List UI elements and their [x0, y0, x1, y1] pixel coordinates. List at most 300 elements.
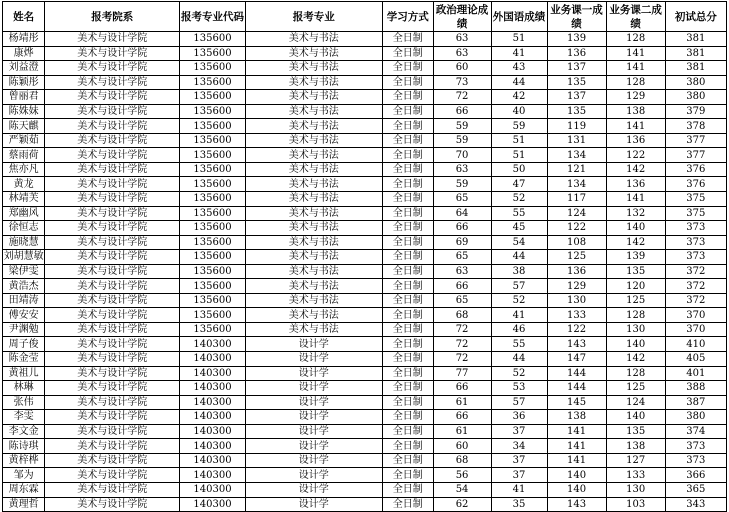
cell-name: 严颖茹 — [3, 133, 45, 148]
cell-course1-score: 108 — [547, 235, 606, 250]
cell-course2-score: 103 — [606, 497, 665, 512]
table-row — [3, 192, 727, 207]
cell-department: 美术与设计学院 — [45, 148, 180, 163]
cell-course2-score: 128 — [606, 32, 665, 47]
cell-total-score: 378 — [665, 119, 726, 134]
cell-foreign-language-score: 57 — [491, 395, 547, 410]
cell-study-mode: 全日制 — [382, 235, 433, 250]
cell-foreign-language-score: 51 — [491, 148, 547, 163]
table-row — [3, 279, 727, 294]
cell-major: 美术与书法 — [245, 61, 382, 76]
cell-total-score: 373 — [665, 453, 726, 468]
cell-department: 美术与设计学院 — [45, 453, 180, 468]
cell-foreign-language-score: 37 — [491, 424, 547, 439]
cell-name: 黄梓桦 — [3, 453, 45, 468]
cell-study-mode: 全日制 — [382, 381, 433, 396]
cell-foreign-language-score: 53 — [491, 381, 547, 396]
cell-politics-score: 61 — [433, 395, 491, 410]
cell-department: 美术与设计学院 — [45, 206, 180, 221]
cell-major: 美术与书法 — [245, 75, 382, 90]
cell-total-score: 379 — [665, 104, 726, 119]
cell-course1-score: 124 — [547, 206, 606, 221]
cell-name: 邹为 — [3, 468, 45, 483]
cell-major: 设计学 — [245, 482, 382, 497]
cell-department: 美术与设计学院 — [45, 279, 180, 294]
column-header-major-code: 报考专业代码 — [180, 2, 245, 32]
cell-total-score: 376 — [665, 162, 726, 177]
cell-course2-score: 128 — [606, 75, 665, 90]
cell-name: 黄龙 — [3, 177, 45, 192]
cell-course2-score: 140 — [606, 221, 665, 236]
cell-course2-score: 127 — [606, 453, 665, 468]
cell-name: 刘益澄 — [3, 61, 45, 76]
cell-major-code: 135600 — [180, 162, 245, 177]
cell-foreign-language-score: 52 — [491, 293, 547, 308]
cell-course2-score: 124 — [606, 395, 665, 410]
cell-course2-score: 125 — [606, 293, 665, 308]
cell-study-mode: 全日制 — [382, 206, 433, 221]
cell-foreign-language-score: 52 — [491, 192, 547, 207]
cell-name: 郑幽风 — [3, 206, 45, 221]
cell-major-code: 140300 — [180, 439, 245, 454]
table-row — [3, 119, 727, 134]
table-row — [3, 395, 727, 410]
cell-major-code: 140300 — [180, 497, 245, 512]
table-row — [3, 90, 727, 105]
cell-major-code: 140300 — [180, 453, 245, 468]
cell-major-code: 135600 — [180, 119, 245, 134]
cell-major-code: 140300 — [180, 482, 245, 497]
cell-major: 美术与书法 — [245, 221, 382, 236]
cell-major-code: 135600 — [180, 206, 245, 221]
cell-major: 设计学 — [245, 453, 382, 468]
cell-major-code: 135600 — [180, 264, 245, 279]
cell-politics-score: 54 — [433, 482, 491, 497]
cell-foreign-language-score: 37 — [491, 453, 547, 468]
cell-course1-score: 138 — [547, 410, 606, 425]
cell-major-code: 135600 — [180, 148, 245, 163]
table-row — [3, 148, 727, 163]
cell-study-mode: 全日制 — [382, 468, 433, 483]
cell-major-code: 135600 — [180, 308, 245, 323]
cell-total-score: 377 — [665, 133, 726, 148]
cell-total-score: 372 — [665, 293, 726, 308]
cell-foreign-language-score: 44 — [491, 75, 547, 90]
cell-course1-score: 141 — [547, 453, 606, 468]
cell-study-mode: 全日制 — [382, 148, 433, 163]
cell-name: 周东霖 — [3, 482, 45, 497]
cell-course1-score: 137 — [547, 61, 606, 76]
table-row — [3, 32, 727, 47]
cell-department: 美术与设计学院 — [45, 46, 180, 61]
cell-study-mode: 全日制 — [382, 46, 433, 61]
cell-course1-score: 135 — [547, 75, 606, 90]
cell-foreign-language-score: 44 — [491, 352, 547, 367]
cell-total-score: 381 — [665, 61, 726, 76]
cell-course1-score: 134 — [547, 177, 606, 192]
cell-name: 蔡雨荷 — [3, 148, 45, 163]
cell-foreign-language-score: 51 — [491, 133, 547, 148]
cell-course1-score: 134 — [547, 148, 606, 163]
cell-study-mode: 全日制 — [382, 32, 433, 47]
cell-politics-score: 68 — [433, 308, 491, 323]
cell-politics-score: 65 — [433, 293, 491, 308]
cell-name: 黄祖儿 — [3, 366, 45, 381]
cell-foreign-language-score: 51 — [491, 32, 547, 47]
cell-foreign-language-score: 46 — [491, 322, 547, 337]
table-row — [3, 61, 727, 76]
cell-total-score: 375 — [665, 192, 726, 207]
cell-major: 美术与书法 — [245, 162, 382, 177]
cell-department: 美术与设计学院 — [45, 119, 180, 134]
cell-politics-score: 66 — [433, 104, 491, 119]
cell-department: 美术与设计学院 — [45, 497, 180, 512]
cell-politics-score: 66 — [433, 381, 491, 396]
column-header-department: 报考院系 — [45, 2, 180, 32]
cell-name: 陈诗琪 — [3, 439, 45, 454]
cell-course2-score: 128 — [606, 366, 665, 381]
cell-course2-score: 138 — [606, 439, 665, 454]
cell-name: 林琳 — [3, 381, 45, 396]
cell-major-code: 135600 — [180, 104, 245, 119]
cell-study-mode: 全日制 — [382, 75, 433, 90]
cell-politics-score: 59 — [433, 177, 491, 192]
column-header-politics-score: 政治理论成绩 — [433, 2, 491, 32]
cell-name: 徐恒志 — [3, 221, 45, 236]
cell-total-score: 365 — [665, 482, 726, 497]
cell-name: 张伟 — [3, 395, 45, 410]
cell-total-score: 381 — [665, 32, 726, 47]
cell-course2-score: 139 — [606, 250, 665, 265]
cell-politics-score: 69 — [433, 235, 491, 250]
cell-department: 美术与设计学院 — [45, 482, 180, 497]
cell-study-mode: 全日制 — [382, 424, 433, 439]
cell-study-mode: 全日制 — [382, 192, 433, 207]
cell-major-code: 135600 — [180, 293, 245, 308]
cell-major: 美术与书法 — [245, 90, 382, 105]
cell-foreign-language-score: 40 — [491, 104, 547, 119]
cell-total-score: 376 — [665, 177, 726, 192]
cell-foreign-language-score: 37 — [491, 468, 547, 483]
cell-name: 曾丽君 — [3, 90, 45, 105]
cell-study-mode: 全日制 — [382, 61, 433, 76]
cell-course2-score: 141 — [606, 119, 665, 134]
cell-department: 美术与设计学院 — [45, 337, 180, 352]
cell-course1-score: 117 — [547, 192, 606, 207]
cell-study-mode: 全日制 — [382, 133, 433, 148]
cell-major-code: 135600 — [180, 177, 245, 192]
cell-politics-score: 65 — [433, 250, 491, 265]
cell-major-code: 140300 — [180, 410, 245, 425]
cell-foreign-language-score: 55 — [491, 206, 547, 221]
cell-course2-score: 133 — [606, 468, 665, 483]
cell-politics-score: 65 — [433, 192, 491, 207]
cell-course2-score: 140 — [606, 410, 665, 425]
table-row — [3, 424, 727, 439]
cell-department: 美术与设计学院 — [45, 177, 180, 192]
cell-politics-score: 66 — [433, 279, 491, 294]
cell-major: 设计学 — [245, 381, 382, 396]
cell-name: 刘胡慧敏 — [3, 251, 44, 263]
cell-course1-score: 144 — [547, 381, 606, 396]
cell-course1-score: 130 — [547, 293, 606, 308]
cell-politics-score: 70 — [433, 148, 491, 163]
cell-total-score: 373 — [665, 235, 726, 250]
table-row — [3, 177, 727, 192]
cell-name: 周子俊 — [3, 337, 45, 352]
cell-major: 设计学 — [245, 337, 382, 352]
cell-politics-score: 63 — [433, 162, 491, 177]
cell-major-code: 135600 — [180, 279, 245, 294]
cell-name: 林靖芙 — [3, 192, 45, 207]
cell-course2-score: 128 — [606, 308, 665, 323]
cell-major: 美术与书法 — [245, 293, 382, 308]
cell-total-score: 410 — [665, 337, 726, 352]
cell-study-mode: 全日制 — [382, 90, 433, 105]
cell-total-score: 370 — [665, 308, 726, 323]
cell-foreign-language-score: 34 — [491, 439, 547, 454]
cell-major: 设计学 — [245, 410, 382, 425]
cell-foreign-language-score: 44 — [491, 250, 547, 265]
cell-major: 美术与书法 — [245, 46, 382, 61]
cell-department: 美术与设计学院 — [45, 264, 180, 279]
table-row — [3, 497, 727, 512]
table-row — [3, 221, 727, 236]
cell-major-code: 140300 — [180, 395, 245, 410]
cell-politics-score: 56 — [433, 468, 491, 483]
cell-major: 设计学 — [245, 497, 382, 512]
cell-total-score: 401 — [665, 366, 726, 381]
cell-course2-score: 130 — [606, 482, 665, 497]
cell-foreign-language-score: 41 — [491, 46, 547, 61]
column-header-course2-score: 业务课二成绩 — [606, 2, 665, 32]
cell-total-score: 373 — [665, 439, 726, 454]
cell-department: 美术与设计学院 — [45, 352, 180, 367]
cell-politics-score: 63 — [433, 264, 491, 279]
cell-total-score: 377 — [665, 148, 726, 163]
cell-course1-score: 133 — [547, 308, 606, 323]
cell-total-score: 380 — [665, 410, 726, 425]
cell-course2-score: 142 — [606, 235, 665, 250]
cell-course1-score: 144 — [547, 366, 606, 381]
cell-politics-score: 77 — [433, 366, 491, 381]
table-body — [3, 32, 727, 512]
cell-course2-score: 135 — [606, 264, 665, 279]
cell-total-score: 405 — [665, 352, 726, 367]
cell-name: 杨靖彤 — [3, 32, 45, 47]
cell-course1-score: 136 — [547, 264, 606, 279]
cell-politics-score: 60 — [433, 61, 491, 76]
cell-politics-score: 72 — [433, 90, 491, 105]
table-row — [3, 410, 727, 425]
cell-department: 美术与设计学院 — [45, 104, 180, 119]
cell-name: 田靖涛 — [3, 293, 45, 308]
cell-total-score: 388 — [665, 381, 726, 396]
cell-department: 美术与设计学院 — [45, 439, 180, 454]
cell-major-code: 135600 — [180, 46, 245, 61]
cell-department: 美术与设计学院 — [45, 32, 180, 47]
cell-department: 美术与设计学院 — [45, 133, 180, 148]
cell-course2-score: 120 — [606, 279, 665, 294]
cell-study-mode: 全日制 — [382, 497, 433, 512]
cell-course2-score: 135 — [606, 424, 665, 439]
cell-study-mode: 全日制 — [382, 439, 433, 454]
table-row — [3, 75, 727, 90]
cell-name: 黄浩杰 — [3, 279, 45, 294]
cell-study-mode: 全日制 — [382, 264, 433, 279]
cell-course2-score: 129 — [606, 90, 665, 105]
cell-politics-score: 72 — [433, 337, 491, 352]
cell-total-score: 381 — [665, 46, 726, 61]
cell-department: 美术与设计学院 — [45, 322, 180, 337]
cell-department: 美术与设计学院 — [45, 221, 180, 236]
cell-total-score: 370 — [665, 322, 726, 337]
cell-department: 美术与设计学院 — [45, 90, 180, 105]
cell-major-code: 140300 — [180, 424, 245, 439]
cell-course1-score: 139 — [547, 32, 606, 47]
cell-course1-score: 140 — [547, 482, 606, 497]
table-row — [3, 352, 727, 367]
cell-study-mode: 全日制 — [382, 410, 433, 425]
cell-course1-score: 122 — [547, 322, 606, 337]
cell-major: 美术与书法 — [245, 264, 382, 279]
cell-name: 傅安安 — [3, 308, 45, 323]
table-row — [3, 453, 727, 468]
cell-name: 陈金莹 — [3, 352, 45, 367]
cell-major-code: 135600 — [180, 192, 245, 207]
cell-course2-score: 142 — [606, 352, 665, 367]
table-row — [3, 439, 727, 454]
table-row — [3, 162, 727, 177]
table-header-row — [3, 2, 727, 32]
cell-department: 美术与设计学院 — [45, 366, 180, 381]
cell-politics-score: 59 — [433, 133, 491, 148]
cell-course2-score: 136 — [606, 177, 665, 192]
cell-major-code: 140300 — [180, 352, 245, 367]
cell-course2-score: 141 — [606, 61, 665, 76]
cell-foreign-language-score: 47 — [491, 177, 547, 192]
cell-foreign-language-score: 45 — [491, 221, 547, 236]
cell-major: 美术与书法 — [245, 192, 382, 207]
cell-major-code: 135600 — [180, 61, 245, 76]
cell-major: 美术与书法 — [245, 119, 382, 134]
cell-course1-score: 147 — [547, 352, 606, 367]
cell-name: 焦亦凡 — [3, 162, 45, 177]
cell-course2-score: 125 — [606, 381, 665, 396]
table-row — [3, 206, 727, 221]
cell-major-code: 140300 — [180, 381, 245, 396]
column-header-major: 报考专业 — [245, 2, 382, 32]
table-row — [3, 482, 727, 497]
cell-department: 美术与设计学院 — [45, 61, 180, 76]
cell-course1-score: 141 — [547, 424, 606, 439]
table-row — [3, 235, 727, 250]
table-row — [3, 308, 727, 323]
cell-politics-score: 73 — [433, 75, 491, 90]
table-row — [3, 250, 727, 265]
cell-total-score: 387 — [665, 395, 726, 410]
cell-major: 美术与书法 — [245, 133, 382, 148]
cell-major: 美术与书法 — [245, 322, 382, 337]
cell-course1-score: 135 — [547, 104, 606, 119]
cell-politics-score: 66 — [433, 410, 491, 425]
cell-total-score: 343 — [665, 497, 726, 512]
cell-major: 设计学 — [245, 439, 382, 454]
cell-department: 美术与设计学院 — [45, 308, 180, 323]
cell-foreign-language-score: 59 — [491, 119, 547, 134]
table-row — [3, 322, 727, 337]
cell-course1-score: 145 — [547, 395, 606, 410]
table-row — [3, 337, 727, 352]
cell-course1-score: 122 — [547, 221, 606, 236]
cell-major: 设计学 — [245, 366, 382, 381]
cell-foreign-language-score: 55 — [491, 337, 547, 352]
cell-department: 美术与设计学院 — [45, 395, 180, 410]
cell-study-mode: 全日制 — [382, 308, 433, 323]
cell-department: 美术与设计学院 — [45, 162, 180, 177]
cell-foreign-language-score: 42 — [491, 90, 547, 105]
cell-politics-score: 60 — [433, 439, 491, 454]
table-row — [3, 264, 727, 279]
cell-course1-score: 129 — [547, 279, 606, 294]
cell-course2-score: 132 — [606, 206, 665, 221]
cell-course1-score: 125 — [547, 250, 606, 265]
cell-foreign-language-score: 35 — [491, 497, 547, 512]
table-row — [3, 133, 727, 148]
cell-politics-score: 63 — [433, 46, 491, 61]
cell-politics-score: 61 — [433, 424, 491, 439]
cell-total-score: 375 — [665, 206, 726, 221]
cell-major-code: 135600 — [180, 133, 245, 148]
cell-department: 美术与设计学院 — [45, 293, 180, 308]
table-row — [3, 381, 727, 396]
cell-name: 李文金 — [3, 424, 45, 439]
cell-course2-score: 140 — [606, 337, 665, 352]
cell-course2-score: 136 — [606, 133, 665, 148]
cell-department: 美术与设计学院 — [45, 381, 180, 396]
cell-course2-score: 138 — [606, 104, 665, 119]
column-header-course1-score: 业务课一成绩 — [547, 2, 606, 32]
cell-politics-score: 64 — [433, 206, 491, 221]
table-row — [3, 468, 727, 483]
cell-name: 康烨 — [3, 46, 45, 61]
cell-major: 设计学 — [245, 468, 382, 483]
cell-department: 美术与设计学院 — [45, 250, 180, 265]
cell-study-mode: 全日制 — [382, 104, 433, 119]
cell-department: 美术与设计学院 — [45, 75, 180, 90]
cell-course2-score: 141 — [606, 46, 665, 61]
cell-politics-score: 62 — [433, 497, 491, 512]
cell-total-score: 380 — [665, 75, 726, 90]
cell-name: 尹渊勉 — [3, 322, 45, 337]
cell-department: 美术与设计学院 — [45, 410, 180, 425]
cell-major-code: 135600 — [180, 90, 245, 105]
cell-major-code: 135600 — [180, 221, 245, 236]
cell-department: 美术与设计学院 — [45, 468, 180, 483]
cell-major: 设计学 — [245, 395, 382, 410]
cell-total-score: 380 — [665, 90, 726, 105]
column-header-foreign-language-score: 外国语成绩 — [491, 2, 547, 32]
column-header-name: 姓名 — [3, 2, 45, 32]
cell-total-score: 373 — [665, 250, 726, 265]
table-row — [3, 104, 727, 119]
cell-name: 陈天麒 — [3, 119, 45, 134]
cell-politics-score: 59 — [433, 119, 491, 134]
column-header-total-score: 初试总分 — [665, 2, 726, 32]
cell-study-mode: 全日制 — [382, 366, 433, 381]
score-table — [2, 1, 727, 512]
cell-foreign-language-score: 43 — [491, 61, 547, 76]
